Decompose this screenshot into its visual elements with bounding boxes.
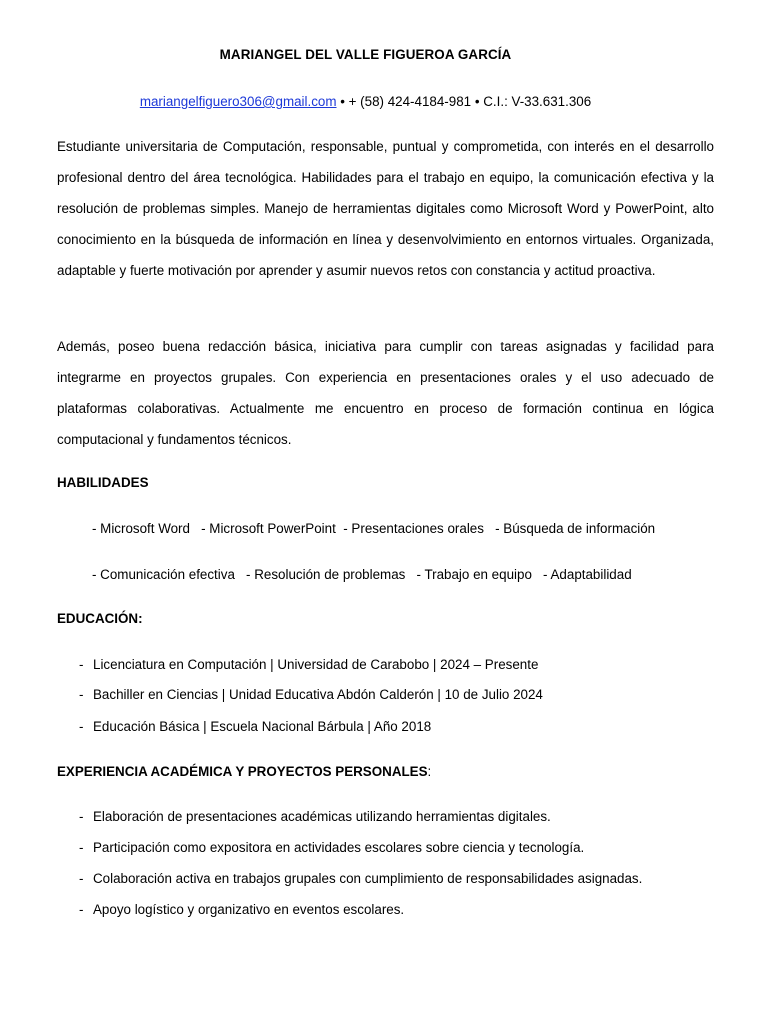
list-item — [79, 840, 584, 855]
experience-item-2: Participación como expositora en actividades escolares sobre ciencia y tecnología. — [93, 840, 585, 855]
experience-item-3: Colaboración activa en trabajos grupales con cumplimiento de responsabilidades asignadas. — [93, 871, 643, 886]
skills-row-1: - Microsoft Word - Microsoft PowerPoint - Presentaciones orales - Búsqueda de información — [92, 521, 656, 536]
list-dash: - — [79, 902, 84, 917]
email-link[interactable]: mariangelfiguero306@gmail.com — [139, 94, 337, 109]
education-item-3: Educación Básica | Escuela Nacional Bárbula | Año 2018 — [93, 719, 432, 734]
list-dash: - — [79, 871, 84, 886]
experience-heading: EXPERIENCIA ACADÉMICA Y PROYECTOS PERSONALES — [57, 764, 428, 779]
list-dash: - — [79, 840, 84, 855]
education-heading: EDUCACIÓN: — [57, 611, 143, 626]
experience-item-4: Apoyo logístico y organizativo en eventos escolares. — [93, 902, 405, 917]
list-item — [79, 719, 431, 734]
list-item — [79, 809, 551, 824]
list-item — [79, 902, 404, 917]
list-item — [79, 687, 543, 702]
list-dash: - — [79, 687, 84, 702]
contact-details: • + (58) 424-4184-981 • C.I.: V-33.631.306 — [336, 94, 592, 109]
experience-item-1: Elaboración de presentaciones académicas utilizando herramientas digitales. — [93, 809, 551, 824]
list-item — [79, 871, 642, 886]
profile-paragraph-2: Además, poseo buena redacción básica, iniciativa para cumplir con tareas asignadas y facilidad para integrarme en proyectos grupales. Con experiencia en presentaciones orales y el uso adecuado de plataformas colaborativas. Actualmente me encuentro en proceso de formación continua en lógica computacional y fundamentos técnicos. — [57, 339, 714, 447]
list-dash: - — [79, 809, 84, 824]
experience-heading-line — [57, 764, 431, 779]
experience-heading-colon: : — [427, 764, 432, 779]
education-item-1: Licenciatura en Computación | Universidad de Carabobo | 2024 – Presente — [93, 657, 539, 672]
contact-line — [57, 94, 674, 109]
list-item — [79, 657, 538, 672]
list-dash: - — [79, 657, 84, 672]
candidate-name: MARIANGEL DEL VALLE FIGUEROA GARCÍA — [219, 47, 512, 62]
skills-row-2: - Comunicación efectiva - Resolución de problemas - Trabajo en equipo - Adaptabilidad — [92, 567, 632, 582]
education-item-2: Bachiller en Ciencias | Unidad Educativa Abdón Calderón | 10 de Julio 2024 — [93, 687, 543, 702]
profile-paragraph-1: Estudiante universitaria de Computación, responsable, puntual y comprometida, con interés en el desarrollo profesional dentro del área tecnológica. Habilidades para el trabajo en equipo, la comunicación efectiva y la resolución de problemas simples. Manejo de herramientas digitales como Microsoft Word y PowerPoint, alto conocimiento en la búsqueda de información en línea y desenvolvimiento en entornos virtuales. Organizada, adaptable y fuerte motivación por aprender y asumir nuevos retos con constancia y actitud proactiva. — [57, 139, 714, 278]
skills-heading: HABILIDADES — [57, 475, 149, 490]
list-dash: - — [79, 719, 84, 734]
